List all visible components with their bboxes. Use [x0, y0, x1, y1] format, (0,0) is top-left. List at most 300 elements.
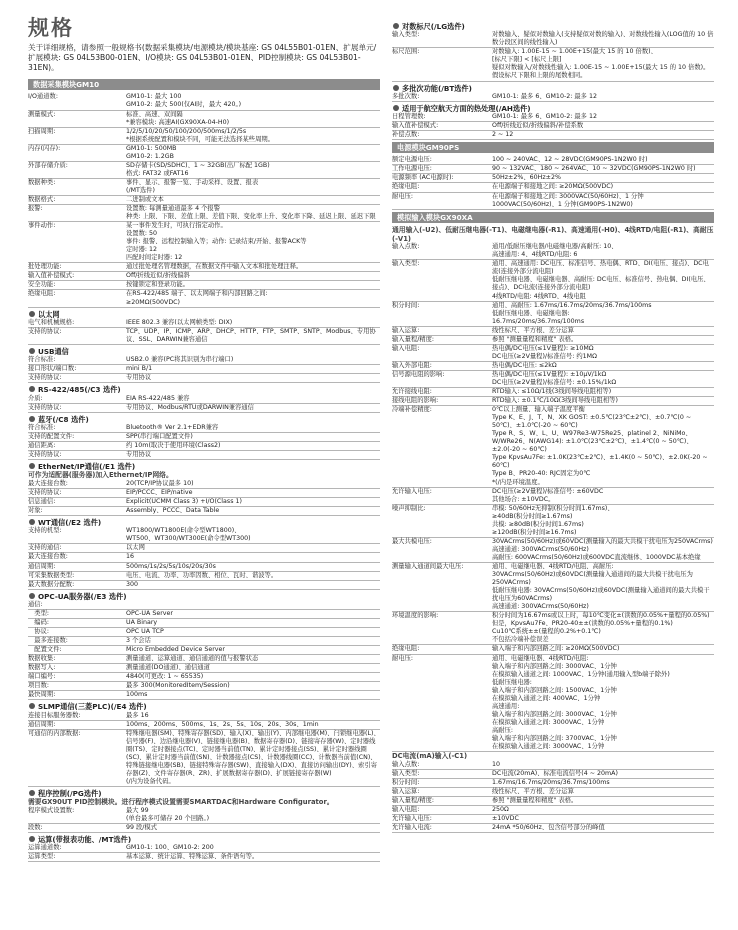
spec-row [28, 489, 380, 498]
spec-label: 支持的机型: [28, 527, 62, 535]
intro-paragraph: 关于详细规格，请参照一般规格书(数据采集模块/电源模块/模块基座: GS 04L55B01-01EN、扩展单元/扩展模块: GS 04L53B00-01EN、I/O模块: GS 04L53B01-01EN、PID控制模块: GS 04L53B01-31EN)。 [28, 43, 377, 73]
spec-label: 数据种类: [28, 178, 56, 186]
spec-row [28, 290, 380, 307]
bullet-dot-icon [29, 790, 35, 796]
spec-label: 信息通信: [28, 498, 56, 506]
spec-label: 运算通道数: [28, 844, 62, 852]
spec-label: 标尺范围: [392, 48, 420, 56]
spec-label: 协议: [28, 628, 50, 636]
spec-label: 通信距离: [28, 441, 56, 449]
spec-label: 输入量程/精度: [392, 796, 435, 804]
spec-label: 最大数据分配数: [28, 580, 75, 588]
spec-value: 积分时间为16.67ms或以上时，每10℃变化±(读数的0.05%+量程的0.05%) 但是，KpvsAu7Fe、PR20-40±±(读数的0.05%+量程的0.1%) Cu10℃系统±±(量程的0.2%+0.1℃) 不包括冷端补偿误差 [492, 612, 710, 644]
section-heading [28, 789, 380, 798]
spec-row [28, 544, 380, 553]
spec-label: 项目数: [28, 682, 50, 690]
spec-value: 250Ω [492, 806, 509, 813]
section-heading [392, 104, 714, 113]
spec-label: 允许输入电压: [392, 815, 432, 823]
section-heading-text: OPC-UA服务器(/E3 选件) [38, 591, 127, 601]
spec-value: 线性标尺、平方根、差分运算 [492, 787, 574, 795]
spec-label: 额定电源电压: [392, 156, 432, 164]
spec-row [28, 162, 380, 179]
section-heading-text: 对数标尺(/LG选件) [402, 22, 465, 31]
spec-row [28, 619, 380, 628]
spec-row [392, 93, 714, 102]
spec-row [392, 655, 714, 753]
section-heading-text: 运算(带报表功能、/MT选件) [38, 835, 132, 845]
spec-value: GM10-1: 100、GM10-2: 200 [126, 844, 214, 852]
spec-row [392, 243, 714, 260]
spec-label: 接口形状/端口数: [28, 365, 77, 373]
spec-label: 连接目标服务器数: [28, 711, 81, 719]
spec-value: Micro Embedded Device Server [126, 646, 225, 654]
spec-label: 通信: [28, 600, 43, 608]
spec-value: 测量通道(DO通道)、通信通道 [126, 664, 210, 672]
spec-label: 事件动作: [28, 222, 56, 230]
spec-row [392, 612, 714, 645]
bullet-dot-icon [29, 703, 35, 709]
spec-row [28, 272, 380, 281]
spec-row [28, 356, 380, 365]
spec-label: 数据收集: [28, 655, 56, 663]
spec-value: SPP(串行端口配置文件) [126, 432, 193, 440]
spec-value: GM10-1: 最大 100 GM10-2: 最大 500(仅AI时，最大 420。) [126, 93, 242, 109]
spec-row [392, 131, 714, 140]
spec-row [28, 222, 380, 263]
spec-label: 电气和机械规格: [28, 318, 75, 326]
spec-value: 50Hz±2%、60Hz±2% [492, 174, 561, 182]
spec-row [392, 122, 714, 131]
bullet-dot-icon [393, 23, 399, 29]
spec-label: 程序模式设置数: [28, 806, 75, 814]
spec-value: DC电压(≥2V量程)/标准信号: ±60VDC 其他场合: ±10VDC。 [492, 487, 604, 503]
spec-label: 输入类型: [392, 260, 420, 268]
section-heading-text: 适用于航空航天方面的热处理(/AH选件) [402, 103, 531, 113]
spec-row [28, 374, 380, 383]
spec-value: 特殊继电器(SM)、特殊寄存器(SD)、输入(X)、输出(Y)、内部继电器(M)、闩锁继电器(L)、信号器(F)、边沿继电器(V)、链接继电器(B)、数据寄存器(D)、链接寄存器(W)、定时器线圈(TS)、定时器接点(TC)、定时器当前值(TN)、累计定时器接点(SS)、累计定时器线圈(SC)、累计定时器当前值(SN)、计数器接点(CS)、计数器线圈(CC)、计数器当前值(CN)、特殊链接继电器(SB)、链接特殊寄存器(SW)、直接输入(DX)、直接访问输出(DY)、索引寄存器(Z)、文件寄存器(R、ZR)、扩展数据寄存器(D)、扩展链接寄存器(W) (/内为设备代码。 [126, 729, 380, 785]
spec-label: 对象: [28, 507, 43, 515]
spec-label: 内存(闪存): [28, 144, 61, 152]
spec-label: 支持的协议: [28, 403, 62, 411]
spec-value: 最大 99 (单台最多可储存 20 个回路。) [126, 806, 210, 822]
spec-label: 允许输入电流: [392, 824, 432, 832]
spec-value: EIA RS-422/485 兼容 [126, 394, 190, 402]
spec-label: 可采集数据类型: [28, 571, 75, 579]
spec-value: 在电源端子和接地之间: 3000VAC(50/60Hz)、1 分钟 1000VAC(50/60Hz)、1 分钟(GM90PS-1N2W0) [492, 192, 644, 208]
spec-row [28, 507, 380, 516]
spec-label: 最多连接数: [28, 637, 68, 645]
spec-value: OPC-UA Server [126, 609, 173, 617]
spec-label: 外部存储介质: [28, 161, 68, 169]
spec-row [28, 433, 380, 442]
section-heading [28, 835, 380, 844]
spec-value: 热电偶/DC电压(≤1V量程): ≥10MΩ DC电压(≥2V量程)/标准信号: 约1MΩ [492, 344, 597, 360]
spec-row [392, 48, 714, 81]
spec-value: UA Binary [126, 618, 158, 626]
spec-label: 噪声抑制比: [392, 504, 426, 512]
spec-label: 耐电压: [392, 192, 414, 200]
spec-row [392, 406, 714, 487]
section-heading [28, 347, 380, 356]
spec-value: DC电流(20mA)、标准电流信号(4 ~ 20mA) [492, 769, 618, 777]
spec-value: 300 [126, 580, 139, 588]
spec-row [392, 113, 714, 122]
spec-label: 介质: [28, 394, 43, 402]
spec-value: 设置数: 每测量通道最多 4 个报警 种类: 上限、下限、差值上限、差值下限、变化率上升、变化率下降、延迟上限、延迟下限 [126, 205, 376, 221]
spec-label: 输入类型: [392, 769, 420, 777]
spec-row [28, 673, 380, 682]
spec-row [28, 610, 380, 619]
spec-label: 多批次数: [392, 92, 420, 100]
spec-label: 输入类型: [392, 31, 420, 39]
spec-value: 20(TCP/IP协议最多 10) [126, 479, 194, 487]
spec-label: 支持的协议: [28, 488, 62, 496]
spec-label: 最大连接台数: [28, 553, 68, 561]
spec-value: ±10VDC [492, 815, 519, 823]
spec-value: 标准、高速、双间隔 *兼容模块: 高速AI(GX90XA-04-H0) [126, 110, 230, 126]
spec-row [392, 336, 714, 345]
spec-row [392, 31, 714, 48]
module-header-bar: 模拟输入模块GX90XA [392, 212, 714, 223]
spec-row [28, 395, 380, 404]
spec-label: 符合标准: [28, 356, 56, 364]
spec-label: 输入电阻: [392, 806, 420, 813]
spec-row [28, 628, 380, 637]
spec-row [28, 853, 380, 862]
spec-row [392, 505, 714, 538]
spec-value: 在电源端子和接地之间: ≥20MΩ(500VDC) [492, 183, 614, 191]
spec-row [28, 572, 380, 581]
spec-row [28, 179, 380, 196]
spec-row [28, 664, 380, 673]
section-note: 可作为适配器(服务器)加入Ethernet/IP网络。 [28, 471, 173, 480]
spec-row [28, 691, 380, 700]
spec-row [392, 327, 714, 336]
spec-value: 热电偶/DC电压: ≤2kΩ [492, 361, 557, 369]
spec-row [28, 263, 380, 272]
spec-label: 最大连接台数: [28, 479, 68, 487]
spec-value: 16 [126, 553, 135, 561]
bullet-dot-icon [393, 105, 399, 111]
spec-row [28, 824, 380, 833]
spec-value: 在RS-422/485 端子、以太网端子和内部回路之间: ≥20MΩ(500VDC) [126, 290, 268, 306]
spec-value [126, 601, 380, 609]
spec-value: 最多 16 [126, 711, 149, 719]
spec-row [28, 128, 380, 145]
spec-row [392, 193, 714, 210]
bullet-dot-icon [29, 386, 35, 392]
spec-row [28, 442, 380, 451]
spec-value: 事件、显示、报警一览、手动采样、设置、报表 (/MT选件) [126, 178, 259, 194]
spec-row [392, 371, 714, 388]
spec-label: 输入值补偿模式: [28, 272, 75, 280]
spec-label: 补偿点数: [392, 131, 420, 139]
spec-row [28, 93, 380, 110]
section-heading [28, 310, 380, 319]
spec-value: 最多 300(MonitoredItem/Session) [126, 682, 230, 690]
bullet-dot-icon [29, 348, 35, 354]
spec-value: 通过批处理名管理数据，在数据文件中输入文本和批处理注释。 [126, 263, 303, 271]
spec-label: 积分时间: [392, 778, 420, 786]
spec-row [392, 538, 714, 563]
section-heading-text: USB通信 [38, 346, 69, 356]
spec-value: 基本运算、统计运算、特殊运算、条件语句等。 [126, 853, 259, 861]
section-heading [392, 22, 714, 31]
spec-value: 通用、电磁继电器、4线RTD/电阻: 输入端子和内部回路之间: 3000VAC、1分钟 在模拟输入通道之间: 1000VAC、1分钟(通用输入型b端子除外) 低耐压继电器: 输入端子和内部回路之间: 1500VAC、1分钟 在模拟输入通道之间: 400VAC、1分钟 高速通用: 输入端子和内部回路之间: 3000VAC、1分钟 在模拟输入通道之间: 3000VAC、1分钟 高耐压: 输入端子和内部回路之间: 3700VAC、1分钟 在模拟输入通道之间: 3000VAC、1分钟 [492, 654, 670, 751]
spec-row [28, 205, 380, 222]
spec-label: 批处理功能: [28, 263, 62, 271]
spec-value: GM10-1: 500MB GM10-2: 1.2GB [126, 144, 177, 160]
spec-value: TCP、UDP、IP、ICMP、ARP、DHCP、HTTP、FTP、SMTP、SNTP、Modbus、专用协议、SSL、DARWIN兼容通信 [126, 327, 376, 343]
spec-label: 支持的协议: [28, 374, 62, 382]
spec-label: 耐电压: [392, 654, 414, 662]
spec-value: 99 段/模式 [126, 824, 158, 832]
spec-value: 24mA *50/60Hz、包含信号部分的峰值 [492, 824, 605, 832]
spec-label: 支持的配置文件: [28, 432, 75, 440]
spec-value: Assembly、PCCC、Data Table [126, 507, 220, 515]
section-heading [28, 415, 380, 424]
spec-value: 30VACrms(50/60Hz)或60VDC(测量输入的最大共模干扰电压为250VACrms) 高速通道: 300VACrms(50/60Hz) 高耐压: 600VACrms(50/60Hz)或600VDC直流继体、1000VDC基本绝缘 [492, 537, 713, 561]
spec-value: RTD输入: ±0.1℃/10Ω(3线间导线电阻相等) [492, 397, 618, 405]
spec-value: 10 [492, 760, 501, 768]
spec-label: 支持的通信: [28, 544, 62, 552]
spec-row [392, 645, 714, 654]
spec-value: WT1800/WT1800E(命令型WT1800)、 WT500、WT300/WT300E(命令型WT300) [126, 527, 251, 543]
spec-row [28, 721, 380, 730]
spec-value: 二进制或文本 [126, 195, 164, 203]
spec-label: 测量模式: [28, 110, 56, 118]
spec-row [28, 655, 380, 664]
spec-row [28, 807, 380, 824]
spec-value: 对数输入、疑似对数输入(支持疑似对数的输入)、对数线性输入(LOG值的 10 倍数分段区间的线性输入) [492, 31, 714, 47]
spec-row [28, 498, 380, 507]
spec-label: 输入电阻: [392, 344, 420, 352]
spec-label: 类型: [28, 609, 50, 617]
spec-label: 安全功能: [28, 281, 56, 289]
spec-value: Bluetooth® Ver 2.1+EDR兼容 [126, 423, 219, 431]
spec-row [392, 260, 714, 301]
spec-label: 输入值补偿模式: [392, 122, 439, 130]
spec-value: 约 10m(取决于使用环境(Class2) [126, 441, 221, 449]
section-note: DC电流(mA)输入(-C1) [392, 752, 468, 761]
spec-label: I/O通道数: [28, 93, 58, 101]
left-column [28, 0, 380, 862]
spec-value: 对数输入: 1.00E-15 ~ 1.00E+15(最大 15 的 10 倍数)、 [标尺下限] < [标尺上限] 疑似对数输入/对数线性输入: 1.00E-15 ~ 1.00E+15(最大 15 的 10 倍数)。假设标尺下限和上限的尾数相同。 [492, 48, 710, 80]
section-heading [28, 462, 380, 471]
spec-value: 100 ~ 240VAC、12 ~ 28VDC(GM90PS-1N2W0 时) [492, 156, 648, 164]
spec-row [392, 183, 714, 192]
spec-value: 100ms [126, 691, 148, 699]
spec-row [392, 345, 714, 362]
spec-value: IEEE 802.3 兼容(以太网帧类型: DIX) [126, 318, 233, 326]
spec-label: 绝缘电阻: [392, 183, 420, 191]
spec-value: 通用/低耐压继电器/电磁继电器/高耐压: 10、 高速通用: 4、4线RTD/电阻: 6 [492, 243, 618, 259]
spec-label: 支持的协议: [28, 327, 62, 335]
spec-value: 测量通道、运算通道、通信通道的值与报警状态 [126, 655, 259, 663]
spec-value: 100ms、200ms、500ms、1s、2s、5s、10s、20s、30s、1min [126, 720, 319, 728]
spec-label: 输入运算: [392, 787, 420, 795]
spec-value: 某一事件发生时，可执行指定动作。 设置数: 50 事件: 报警、远程控制输入等；动作: 记录结束/开始、报警ACK等 定时器: 12 匹配时间定时器: 12 [126, 222, 307, 262]
spec-row [28, 480, 380, 489]
spec-label: 积分时间: [392, 301, 420, 309]
spec-label: 允许输入电压: [392, 487, 432, 495]
spec-row [392, 488, 714, 505]
spec-row [392, 397, 714, 406]
spec-row [28, 404, 380, 413]
spec-row [392, 761, 714, 770]
spec-row [28, 601, 380, 610]
spec-label: 最大共模电压: [392, 537, 432, 545]
section-heading [28, 518, 380, 527]
spec-label: 扫描周期: [28, 127, 56, 135]
spec-value: USB2.0 兼容(PC将其识别为串行端口) [126, 356, 234, 364]
spec-row [28, 712, 380, 721]
section-heading-text: EtherNet/IP通信(/E1 选件) [38, 462, 136, 472]
bullet-dot-icon [29, 311, 35, 317]
section-note: 需要GX90UT PID控制模块。进行程序模式设置需要SMARTDAC和Hardware Configurator。 [28, 798, 334, 807]
spec-value: RTD输入: ≤10Ω/1线(3线间导线电阻相等) [492, 388, 612, 396]
spec-row [392, 806, 714, 815]
spec-value: 参照 "测量量程和精度" 表格。 [492, 796, 578, 804]
spec-label: 信号源电阻的影响: [392, 370, 445, 378]
spec-row [28, 527, 380, 544]
spec-row [392, 563, 714, 612]
spec-row [28, 328, 380, 345]
module-header-bar: 数据采集模块GM10 [28, 79, 380, 90]
spec-label: 最快周期: [28, 691, 56, 699]
spec-row [28, 145, 380, 162]
section-heading-text: 程序控制(/PG选件) [38, 789, 102, 799]
section-heading-text: 多批次功能(/BT选件) [402, 83, 472, 93]
spec-row [28, 646, 380, 655]
spec-row [28, 682, 380, 691]
section-heading [392, 84, 714, 93]
spec-label: 输入点数: [392, 760, 420, 768]
spec-row [28, 451, 380, 460]
spec-label: 输入量程/精度: [392, 335, 435, 343]
spec-label: 电源频率 (AC电源时): [392, 174, 454, 182]
spec-value: 1.67ms/16.7ms/20ms/36.7ms/100ms [492, 778, 610, 786]
spec-row [392, 824, 714, 833]
right-column [392, 20, 714, 833]
spec-label: 输入外部电阻: [392, 361, 432, 369]
bullet-dot-icon [29, 416, 35, 422]
spec-label: 通信周期: [28, 562, 56, 570]
spec-row [28, 581, 380, 590]
spec-value: 电压、电流、功率、功率因数、相位、瓦时、谐波等。 [126, 571, 278, 579]
spec-label: 端口编号: [28, 673, 56, 681]
spec-row [28, 424, 380, 433]
spec-row [28, 319, 380, 328]
spec-value: 90 ~ 132VAC、180 ~ 264VAC、10 ~ 32VDC(GM90PS-1N2W0 时) [492, 165, 696, 173]
bullet-dot-icon [393, 85, 399, 91]
spec-label: 绝缘电阻: [392, 645, 420, 653]
spec-value: GM10-1: 最多 6、GM10-2: 最多 12 [492, 92, 597, 100]
spec-row [392, 788, 714, 797]
spec-value: 以太网 [126, 544, 145, 552]
spec-label: 环境温度的影响: [392, 612, 439, 620]
spec-value: 专用协议、Modbus/RTU或DARWIN兼容通信 [126, 403, 254, 411]
spec-value: Off/折线近似/折线偏斜 [126, 272, 190, 280]
right-spec-list [392, 22, 714, 833]
spec-value: 2 ~ 12 [492, 131, 514, 139]
spec-row [28, 365, 380, 374]
spec-value: 通用、高速通用: DC电压、标准信号、热电偶、RTD、DI(电压、接点)、DC电流(连接外部分流电阻) 低耐压继电器、电磁继电器、高耐压: DC电压、标准信号、热电偶、DI(电压、接点)、DC电流(连接外部分流电阻) 4线RTD/电阻: 4线RTD、4线电阻 [492, 260, 710, 300]
spec-label: 冷端补偿精度: [392, 406, 432, 414]
spec-value: 1/2/5/10/20/50/100/200/500ms/1/2/5s *根据系统配置和模块不同，可能无法选择某些周期。 [126, 127, 274, 143]
spec-value: 4840(可更改: 1 ~ 65535) [126, 673, 204, 681]
section-heading-text: SLMP通信(三菱PLC)(/E4 选件) [38, 702, 147, 712]
spec-row [392, 388, 714, 397]
spec-value: 线性标尺、平方根、差分运算 [492, 326, 574, 334]
spec-value: 通用、高耐压: 1.67ms/16.7ms/20ms/36.7ms/100ms 低耐压继电器、电磁继电器: 16.7ms/20ms/36.7ms/100ms [492, 301, 652, 325]
spec-label: 输入点数: [392, 243, 420, 251]
section-note: 通用输入(-U2)、低耐压继电器(-T1)、电磁继电器(-R1)、高速通用(-H0)、4线RTD/电阻(-R1)、高耐压(-V1) [392, 225, 714, 243]
spec-label: 日程管理数: [392, 112, 426, 120]
spec-label: 允许接线电阻: [392, 388, 432, 396]
spec-row [28, 553, 380, 562]
spec-value: 按键锁定和登录功能。 [126, 281, 189, 289]
spec-label: 测量输入通道间最大电压: [392, 563, 464, 570]
spec-value: OPC UA TCP [126, 628, 164, 636]
spec-row [392, 362, 714, 371]
spec-value: 3 个会话 [126, 637, 151, 645]
spec-value: 500ms/1s/2s/5s/10s/20s/30s [126, 562, 216, 570]
bullet-dot-icon [29, 519, 35, 525]
section-heading-text: RS-422/485(/C3 选件) [38, 385, 121, 395]
spec-row [28, 730, 380, 787]
spec-label: 输入运算: [392, 326, 420, 334]
page-title: 规格 [28, 16, 74, 40]
spec-label: 运算类型: [28, 853, 56, 861]
spec-value: Explicit(UCMM Class 3) +I/O(Class 1) [126, 498, 242, 506]
spec-value: GM10-1: 最多 6、GM10-2: 最多 12 [492, 112, 597, 120]
spec-row [392, 302, 714, 327]
section-heading-text: WT通信(/E2 选件) [38, 518, 102, 528]
spec-label: 数据格式: [28, 195, 56, 203]
section-heading [28, 592, 380, 601]
section-heading [28, 702, 380, 711]
spec-value: 0℃以上测量、输入端子温度平衡 Type K、E、J、T、N、XK GOST: ±0.5℃(23℃±2℃)、±0.7℃(0 ~ 50℃)、±1.0℃(-20 ~ 60℃) Type R、S、W、L、U、W97Re3-W75Re25、platinel 2、NiNiMo、W/WRe26、N(AWG14): ±1.0℃(23℃±2℃)、±1.4℃(0 ~ 50℃)、±2.0(-20 ~ 60℃) Type KpvsAu7Fe: ±1.0K(23℃±2℃)、±1.4K(0 ~ 50℃)、±2.0K(-20 ~ 60℃) Type B、PR20-40: RJC固定为0℃ *(/内是环境温度。 [492, 406, 708, 486]
spec-label: 符合标准: [28, 423, 56, 431]
spec-row [28, 196, 380, 205]
spec-value: 输入端子和内部回路之间: ≥20MΩ(500VDC) [492, 645, 620, 653]
spec-label: 绝缘电阻: [28, 290, 56, 298]
spec-row [392, 770, 714, 779]
spec-row [392, 779, 714, 788]
section-heading-text: 以太网 [38, 309, 60, 319]
spec-value: EIP/PCCC、EIP/native [126, 488, 193, 496]
module-header-bar: 电源模块GM90PS [392, 142, 714, 153]
spec-row [392, 797, 714, 806]
spec-label: 数据写入: [28, 664, 56, 672]
spec-label: 段数: [28, 824, 43, 832]
spec-value: Off/折线近似/折线偏斜/补偿系数 [492, 122, 584, 130]
spec-value: 参照 "测量量程和精度" 表格。 [492, 335, 578, 343]
spec-row [28, 111, 380, 128]
bullet-dot-icon [29, 463, 35, 469]
bullet-dot-icon [29, 836, 35, 842]
spec-value: 专用协议 [126, 450, 152, 458]
spec-label: 支持的协议: [28, 450, 62, 458]
section-heading-text: 蓝牙(/C8 选件) [38, 414, 89, 424]
left-spec-list [28, 79, 380, 862]
spec-label: 编码: [28, 618, 50, 626]
spec-row [28, 844, 380, 853]
spec-value: 专用协议 [126, 374, 152, 382]
spec-value: 热电偶/DC电压(≤1V量程): ±10μV/1kΩ DC电压(≥2V量程)/标准信号: ±0.15%/1kΩ [492, 370, 617, 386]
